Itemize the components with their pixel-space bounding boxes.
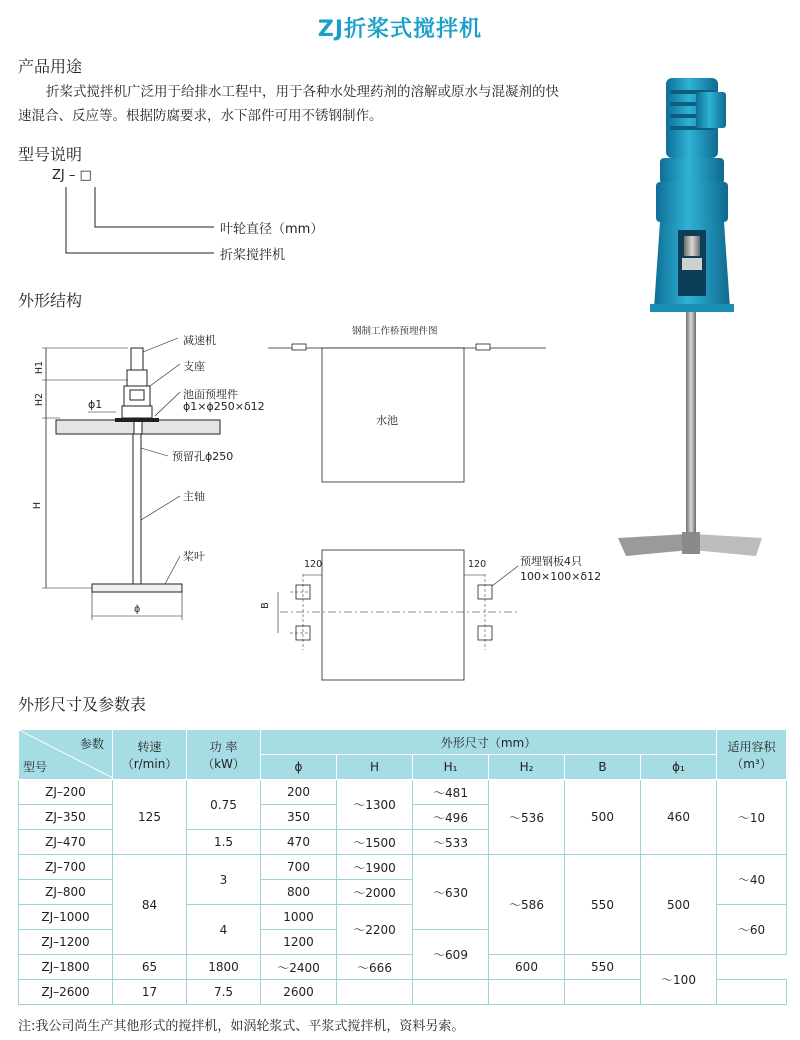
cell-speed: 17 [113, 980, 187, 1005]
plate-label: 预埋钢板4只 [520, 555, 582, 568]
cell-empty [489, 980, 565, 1005]
model-label-type: 折桨搅拌机 [220, 248, 286, 263]
cell-model: ZJ–700 [19, 855, 113, 880]
model-code-box: □ [79, 168, 92, 183]
cell-volume: ～100 [641, 955, 717, 1005]
header-H2: H₂ [489, 755, 565, 780]
header-volume: 适用容积 （m³） [717, 730, 787, 780]
header-phi1: ϕ₁ [641, 755, 717, 780]
cell-phi: 1000 [261, 905, 337, 930]
cell-phi: 350 [261, 805, 337, 830]
dim-h2: H2 [34, 392, 46, 407]
pool-label: 水池 [376, 414, 398, 427]
cell-model: ZJ–2600 [19, 980, 113, 1005]
cell-H: ～1900 [337, 855, 413, 880]
cell-H2: ～666 [337, 955, 413, 980]
usage-line-2: 速混合、反应等。根据防腐要求，水下部件可用不锈钢制作。 [18, 108, 383, 124]
table-row [19, 855, 787, 880]
cell-model: ZJ–470 [19, 830, 113, 855]
cell-phi: 200 [261, 780, 337, 805]
cell-phi: 1800 [187, 955, 261, 980]
cell-H1: ～496 [413, 805, 489, 830]
structure-drawing-right [250, 320, 570, 690]
cell-model: ZJ–1200 [19, 930, 113, 955]
dim-h1: H1 [34, 360, 46, 375]
cell-empty [337, 980, 413, 1005]
dim-120-left: 120 [304, 559, 323, 570]
cell-empty [717, 980, 787, 1005]
cell-empty [565, 980, 641, 1005]
model-code-prefix: ZJ – [52, 168, 76, 183]
cell-phi1: 550 [565, 955, 641, 980]
cell-phi: 1200 [261, 930, 337, 955]
label-reducer: 减速机 [183, 334, 216, 347]
label-support: 支座 [183, 360, 205, 373]
cell-phi: 700 [261, 855, 337, 880]
header-power: 功 率 （kW） [187, 730, 261, 780]
cell-model: ZJ–800 [19, 880, 113, 905]
page-title: ZJ折桨式搅拌机 [317, 17, 483, 42]
cell-power: 1.5 [187, 830, 261, 855]
cell-H2: ～536 [489, 780, 565, 855]
cell-phi: 470 [261, 830, 337, 855]
cell-speed: 65 [113, 955, 187, 980]
header-corner-cell [19, 730, 113, 780]
usage-line-1: 折桨式搅拌机广泛用于给排水工程中，用于各种水处理药剂的溶解或原水与混凝剂的快 [46, 84, 559, 100]
cell-phi: 2600 [261, 980, 337, 1005]
dim-120-right: 120 [468, 559, 487, 570]
label-embedded-dim: ϕ1×ϕ250×δ12 [183, 400, 265, 413]
usage-heading: 产品用途 [18, 57, 83, 76]
table-row [19, 780, 787, 805]
label-phi1: ϕ1 [88, 398, 103, 411]
header-dims: 外形尺寸（mm） [261, 730, 717, 755]
label-embedded: 池面预埋件 [183, 388, 238, 401]
cell-model: ZJ–350 [19, 805, 113, 830]
cell-phi1: 500 [641, 855, 717, 955]
cell-H: ～1300 [337, 780, 413, 830]
cell-model: ZJ–200 [19, 780, 113, 805]
cell-phi1: 460 [641, 780, 717, 855]
cell-model: ZJ–1800 [19, 955, 113, 980]
cell-empty [413, 980, 489, 1005]
cell-power: 0.75 [187, 780, 261, 830]
cell-model: ZJ–1000 [19, 905, 113, 930]
table-row [19, 955, 787, 980]
header-param: 参数 [79, 737, 104, 751]
table-header-row-1 [19, 730, 787, 755]
label-hole: 预留孔ϕ250 [172, 450, 234, 463]
dim-h: H [32, 501, 44, 510]
dim-phi: ϕ [134, 604, 141, 615]
cell-volume: ～60 [717, 905, 787, 955]
mixer-illustration [610, 72, 790, 572]
dim-b: B [259, 602, 271, 609]
cell-volume: ～10 [717, 780, 787, 855]
header-B: B [565, 755, 641, 780]
header-H1: H₁ [413, 755, 489, 780]
model-heading: 型号说明 [18, 145, 83, 164]
cell-H1: ～533 [413, 830, 489, 855]
cell-power: 3 [187, 855, 261, 905]
cell-H1: ～609 [413, 930, 489, 980]
footer-note: 注:我公司尚生产其他形式的搅拌机，如涡轮浆式、平浆式搅拌机，资料另索。 [18, 1019, 465, 1034]
cell-B: 550 [565, 855, 641, 955]
cell-B: 500 [565, 780, 641, 855]
plate-dim: 100×100×δ12 [520, 570, 602, 583]
model-label-impeller: 叶轮直径（mm） [220, 222, 324, 237]
header-H: H [337, 755, 413, 780]
cell-phi: 800 [261, 880, 337, 905]
cell-H2: ～586 [489, 855, 565, 955]
cell-speed: 84 [113, 855, 187, 955]
cell-H: ～2000 [337, 880, 413, 905]
structure-heading: 外形结构 [18, 291, 83, 310]
cell-volume: ～40 [717, 855, 787, 905]
cell-power: 4 [187, 905, 261, 955]
header-speed: 转速 （r/min） [113, 730, 187, 780]
cell-speed: 125 [113, 780, 187, 855]
label-blade: 桨叶 [183, 550, 205, 563]
bridge-caption: 钢制工作桥预埋件图 [352, 326, 438, 337]
cell-power: 7.5 [187, 980, 261, 1005]
cell-H: ～1500 [337, 830, 413, 855]
cell-B: 600 [489, 955, 565, 980]
header-phi: ϕ [261, 755, 337, 780]
cell-H1: ～481 [413, 780, 489, 805]
spec-table [18, 729, 787, 1005]
cell-H: ～2400 [261, 955, 337, 980]
label-shaft: 主轴 [183, 490, 205, 503]
cell-H1: ～630 [413, 855, 489, 930]
table-heading: 外形尺寸及参数表 [18, 695, 147, 714]
header-model: 型号 [23, 760, 48, 774]
cell-H: ～2200 [337, 905, 413, 955]
